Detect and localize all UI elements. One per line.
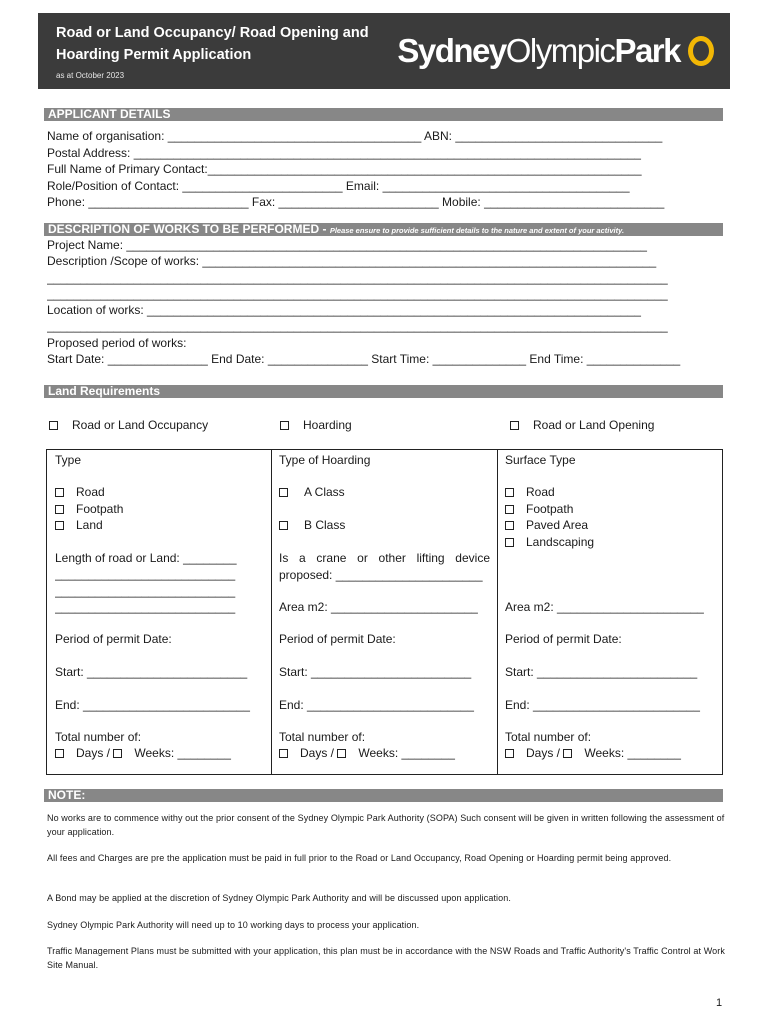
project-name-field[interactable]: Project Name: ______________________________________________________________________________ — [47, 238, 647, 252]
type-footpath-label: Footpath — [76, 502, 124, 516]
surface-footpath[interactable] — [505, 501, 716, 518]
hoarding-b-class[interactable] — [279, 517, 491, 534]
column-title: Type of Hoarding — [279, 453, 371, 467]
length-blank-line[interactable]: ___________________________ — [55, 567, 236, 581]
location-field[interactable]: Location of works: __________________________________________________________________________ — [47, 303, 641, 317]
type-footpath[interactable] — [55, 501, 265, 518]
scope-blank-line[interactable]: _____________________________________________________________________________________________ — [47, 287, 668, 301]
area-field[interactable]: Area m2: ______________________ — [505, 600, 704, 614]
total-label: Total number of: — [505, 730, 592, 744]
length-blank-line[interactable]: ___________________________ — [55, 584, 236, 598]
surface-road[interactable] — [505, 484, 716, 501]
type-road-label: Road — [76, 485, 105, 499]
checkbox-icon[interactable] — [563, 749, 572, 758]
hoarding-a-class[interactable] — [279, 484, 491, 501]
column-title: Type — [55, 453, 82, 467]
document-header — [38, 13, 730, 89]
surface-type-column — [497, 450, 722, 774]
checkbox-icon[interactable] — [279, 749, 288, 758]
type-road[interactable] — [55, 484, 265, 501]
note-traffic-plans: Traffic Management Plans must be submitted with your application, this plan must be in accordance with the NSW Roads and Traffic Authority's Traffic Control at Work Site Manual. — [47, 946, 725, 970]
logo-word-olympic: Olympic — [505, 32, 615, 69]
note-fees: All fees and Charges are pre the application must be paid in full prior to the Road or Land Occupancy, Road Opening or Hoarding permit being approved. — [47, 853, 672, 863]
end-field[interactable]: End: _________________________ — [279, 698, 474, 712]
checkbox-icon[interactable] — [279, 521, 288, 530]
start-field[interactable]: Start: ________________________ — [505, 665, 698, 679]
postal-address-field[interactable]: Postal Address: ____________________________________________________________________________ — [47, 146, 641, 160]
checkbox-icon[interactable] — [55, 505, 64, 514]
checkbox-icon[interactable] — [505, 488, 514, 497]
logo-ring-icon — [688, 36, 714, 66]
logo-word-sydney: Sydney — [397, 32, 506, 69]
a-class-label: A Class — [304, 485, 345, 499]
checkbox-icon[interactable] — [55, 749, 64, 758]
days-weeks-field[interactable] — [55, 745, 265, 762]
checkbox-icon[interactable] — [505, 505, 514, 514]
note-consent: No works are to commence withy out the prior consent of the Sydney Olympic Park Authority (SOPA) Such consent will be given in written following the assessment of your application. — [47, 813, 725, 837]
note-bond: A Bond may be applied at the discretion of Sydney Olympic Park Authority and will be discussed upon application. — [47, 893, 511, 903]
option-label: Road or Land Occupancy — [72, 418, 209, 432]
weeks-label: Weeks: ________ — [134, 746, 231, 760]
checkbox-icon[interactable] — [337, 749, 346, 758]
checkbox-icon[interactable] — [505, 521, 514, 530]
proposed-period-label: Proposed period of works: — [47, 336, 187, 350]
surface-landscaping[interactable] — [505, 534, 716, 551]
end-field[interactable]: End: _________________________ — [55, 698, 250, 712]
type-land-label: Land — [76, 518, 103, 532]
surface-paved-area[interactable] — [505, 517, 716, 534]
primary-contact-field[interactable]: Full Name of Primary Contact:_________________________________________________________________ — [47, 162, 642, 176]
location-blank-line[interactable]: _____________________________________________________________________________________________ — [47, 319, 668, 333]
checkbox-icon[interactable] — [279, 488, 288, 497]
phone-fax-mobile-field[interactable]: Phone: ________________________ Fax: ________________________ Mobile: ___________________________ — [47, 195, 665, 209]
type-column — [47, 450, 272, 774]
checkbox-icon[interactable] — [280, 421, 289, 430]
option-hoarding[interactable] — [280, 417, 352, 433]
description-heading-text: DESCRIPTION OF WORKS TO BE PERFORMED - — [48, 223, 327, 236]
document-date: as at October 2023 — [56, 71, 125, 80]
days-weeks-field[interactable] — [279, 745, 491, 762]
period-label: Period of permit Date: — [55, 632, 172, 646]
option-label: Road or Land Opening — [533, 418, 655, 432]
role-email-field[interactable]: Role/Position of Contact: ________________________ Email: _____________________________________ — [47, 179, 630, 193]
requirements-table — [46, 449, 723, 775]
description-heading — [44, 223, 723, 236]
period-label: Period of permit Date: — [505, 632, 622, 646]
days-label: Days / — [300, 746, 335, 760]
end-field[interactable]: End: _________________________ — [505, 698, 700, 712]
surface-paved-area-label: Paved Area — [526, 518, 589, 532]
checkbox-icon[interactable] — [49, 421, 58, 430]
option-road-land-opening[interactable] — [510, 417, 654, 433]
hoarding-column — [271, 450, 498, 774]
dates-times-field[interactable]: Start Date: _______________ End Date: _______________ Start Time: ______________ End Time: ______________ — [47, 352, 681, 366]
document-title: Road or Land Occupancy/ Road Opening and Hoarding Permit Application — [56, 25, 369, 63]
b-class-label: B Class — [304, 518, 346, 532]
period-label: Period of permit Date: — [279, 632, 396, 646]
days-label: Days / — [526, 746, 561, 760]
option-label: Hoarding — [303, 418, 352, 432]
description-heading-note: Please ensure to provide sufficient details to the nature and extent of your activity. — [329, 226, 625, 235]
column-title: Surface Type — [505, 453, 576, 467]
start-field[interactable]: Start: ________________________ — [279, 665, 472, 679]
total-label: Total number of: — [55, 730, 142, 744]
checkbox-icon[interactable] — [113, 749, 122, 758]
weeks-label: Weeks: ________ — [584, 746, 681, 760]
weeks-label: Weeks: ________ — [358, 746, 455, 760]
total-label: Total number of: — [279, 730, 366, 744]
length-field[interactable]: Length of road or Land: ________ — [55, 551, 237, 565]
note-processing-time: Sydney Olympic Park Authority will need up to 10 working days to process your application. — [47, 920, 420, 930]
checkbox-icon[interactable] — [55, 521, 64, 530]
surface-road-label: Road — [526, 485, 555, 499]
organisation-field[interactable]: Name of organisation: ______________________________________ ABN: _______________________________ — [47, 129, 663, 143]
checkbox-icon[interactable] — [505, 538, 514, 547]
checkbox-icon[interactable] — [510, 421, 519, 430]
start-field[interactable]: Start: ________________________ — [55, 665, 248, 679]
scope-blank-line[interactable]: _____________________________________________________________________________________________ — [47, 271, 668, 285]
area-field[interactable]: Area m2: ______________________ — [279, 600, 478, 614]
crane-field[interactable]: Is a crane or other lifting device proposed: ______________________ — [279, 551, 490, 582]
land-requirements-heading: Land Requirements — [44, 385, 723, 398]
option-road-land-occupancy[interactable] — [49, 417, 208, 433]
applicant-details-heading: APPLICANT DETAILS — [44, 108, 723, 121]
length-blank-line[interactable]: ___________________________ — [55, 600, 236, 614]
checkbox-icon[interactable] — [55, 488, 64, 497]
type-land[interactable] — [55, 517, 265, 534]
scope-field[interactable]: Description /Scope of works: ____________________________________________________________________ — [47, 254, 657, 268]
sydney-olympic-park-logo — [397, 27, 714, 75]
days-label: Days / — [76, 746, 111, 760]
logo-word-park: Park — [614, 32, 680, 69]
surface-landscaping-label: Landscaping — [526, 535, 595, 549]
checkbox-icon[interactable] — [505, 749, 514, 758]
note-heading: NOTE: — [44, 789, 723, 802]
page-number: 1 — [716, 997, 723, 1009]
days-weeks-field[interactable] — [505, 745, 716, 762]
surface-footpath-label: Footpath — [526, 502, 574, 516]
